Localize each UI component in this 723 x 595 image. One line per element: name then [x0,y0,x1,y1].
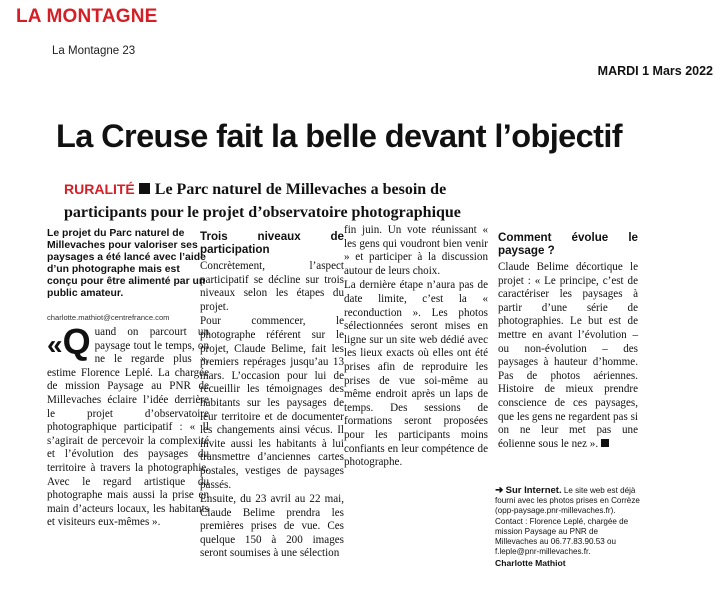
article-lead: Le projet du Parc naturel de Millevaches pour valoriser ses paysages a été lancé avec l’aide d’un photographe mais est conçu pour être alimenté par un public amateur. [47,228,206,299]
quote-mark-icon: « [47,329,63,360]
column-1-text: uand on parcourt un paysage tout le temps, on ne le regarde plus », estime Florence Leplé. La chargée de mission Paysage au PNR de Millevaches éclaire l’idée derrière le projet d’observatoire photographique participatif : « Il s’agirait de percevoir la complexité et l’évolution des paysages du territoire à travers la photographie. Avec le regard artistique du photographe mais aussi la prise en main d’acteurs locaux, les habitants et visiteurs eux-mêmes ». [47,326,209,529]
column-3-paragraph-1: fin juin. Un vote réunissant « les gens qui voudront bien venir » et participer à la discussion autour de leurs choix. [344,224,488,277]
article-column-4 [498,231,638,451]
section-title-paysage: Comment évolue le paysage ? [498,231,638,257]
section-title-participation: Trois niveaux de participation [200,230,344,256]
column-2-paragraph-3: Ensuite, du 23 avril au 22 mai, Claude Belime prendra les premières prises de vue. Ces quelque 150 à 200 images seront soumises à une sélection [200,493,344,560]
subtitle-line-1: Le Parc naturel de Millevaches a besoin de [154,181,447,198]
column-4-paragraph-1 [498,261,638,451]
article-column-1 [47,321,209,530]
article-column-2 [200,230,344,561]
article-column-3 [344,224,488,470]
article-headline: La Creuse fait la belle devant l’objectif [56,118,622,154]
subtitle-line-2: participants pour le projet d’observatoire photographique [64,204,461,221]
internet-label: Sur Internet. [505,485,562,496]
edition-label: La Montagne 23 [52,45,136,57]
article-author: Charlotte Mathiot [495,558,566,569]
article-kicker [64,181,446,199]
author-email: charlotte.mathiot@centrefrance.com [47,313,170,322]
square-bullet-icon [139,183,150,194]
column-2-paragraph-2: Pour commencer, le photographe référent sur le projet, Claude Belime, fait les premiers repérages jusqu’au 13 mars. L’occasion pour lui de recueillir les témoignages des habitants sur les paysages de leur territoire et de documenter les changements ainsi vécus. Il invite aussi les habitants à lui transmettre d’anciennes cartes postales, vestiges de paysages passés. [200,315,344,491]
rubric-tag: RURALITÉ [64,181,135,197]
drop-cap-letter: Q [62,321,91,362]
internet-text: Le site web est déjà fourni avec les photos prises en Corrèze (opp-paysage.pnr-millevaches.fr). Contact : Florence Leplé, chargée de mission Paysage au PNR de Millevaches au 06.77.83.90.53 ou f.leple@pnr-millevaches.fr. [495,486,640,557]
internet-box [495,486,640,569]
column-3-paragraph-2: La dernière étape n’aura pas de date limite, c’est la « reconduction ». Les photos sélectionnées seront mises en ligne sur un site web dédié avec les lieux exacts où elles ont été prises afin de reproduire les prises de vue soi-même au même endroit après un laps de temps. Des sessions de formations seront proposées pour les participants moins confiants en leur compétence de photographe. [344,279,488,469]
publication-name: LA MONTAGNE [16,6,158,27]
arrow-right-icon: ➜ [495,485,504,496]
end-of-article-icon [601,439,609,447]
drop-cap [47,321,91,362]
column-4-text: Claude Belime décortique le projet : « Le principe, c’est de caractériser les paysages à partir d’une série de photographies. Le but est de mettre en avant l’évolution – ou non-évolution – des paysages à hauteur d’homme. Pas de photos aériennes. Histoire de mieux prendre conscience de ces paysages, que les gens ne regardent pas si on ne leur met pas une éolienne sous le nez ». [498,261,638,450]
column-2-paragraph-1: Concrètement, l’aspect participatif se décline sur trois niveaux selon les étapes du projet. [200,260,344,313]
publication-date: MARDI 1 Mars 2022 [597,64,713,78]
